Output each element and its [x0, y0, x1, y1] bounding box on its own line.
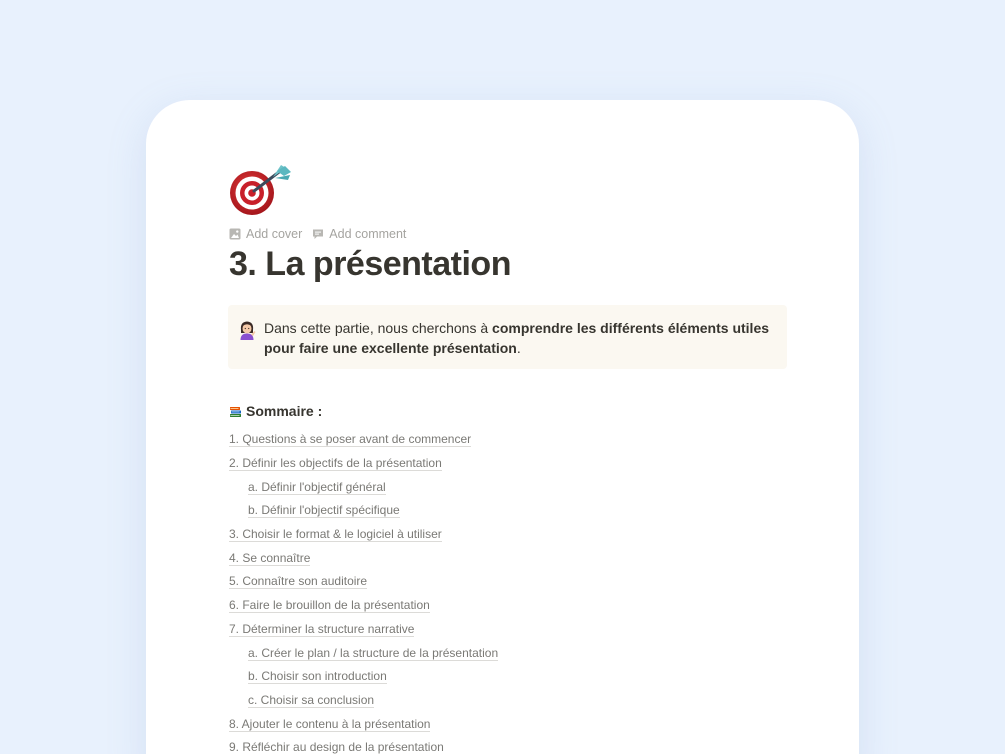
toc-link[interactable]: 4. Se connaître [229, 550, 311, 565]
toc-item [229, 618, 498, 642]
callout-text-bold: comprendre les différents éléments utiles pour faire une excellente présentation [264, 320, 770, 356]
toc-link[interactable]: a. Créer le plan / la structure de la présentation [248, 645, 499, 660]
toc-link[interactable]: a. Définir l'objectif général [248, 479, 386, 494]
books-icon [229, 405, 242, 418]
add-comment-label: Add comment [329, 227, 407, 241]
toc-link[interactable]: 9. Réfléchir au design de la présentation [229, 740, 444, 754]
toc-item [229, 428, 498, 452]
direct-hit-target-icon[interactable] [229, 162, 295, 220]
page-actions [229, 227, 406, 241]
table-of-contents [229, 428, 498, 754]
toc-subitem [229, 475, 498, 499]
toc-link[interactable]: c. Choisir sa conclusion [248, 692, 375, 707]
toc-heading-label: Sommaire : [246, 403, 323, 419]
image-icon [229, 228, 241, 240]
toc-link[interactable]: 2. Définir les objectifs de la présentation [229, 456, 442, 471]
page-card [146, 100, 859, 754]
toc-item [229, 712, 498, 736]
comment-icon [312, 228, 324, 240]
toc-heading [229, 403, 322, 419]
toc-item [229, 452, 498, 476]
toc-subitem [229, 499, 498, 523]
callout-text [262, 319, 775, 369]
page-title[interactable]: 3. La présentation [229, 245, 511, 283]
toc-item [229, 523, 498, 547]
toc-item [229, 570, 498, 594]
toc-item [229, 546, 498, 570]
callout-text-end: . [516, 339, 521, 356]
toc-item [229, 594, 498, 618]
woman-tipping-hand-icon [238, 320, 262, 340]
toc-link[interactable]: 5. Connaître son auditoire [229, 574, 368, 589]
toc-link[interactable]: 1. Questions à se poser avant de commencer [229, 432, 472, 447]
toc-link[interactable]: 6. Faire le brouillon de la présentation [229, 598, 430, 613]
toc-item [229, 736, 498, 754]
add-comment-button[interactable] [312, 227, 406, 241]
toc-link[interactable]: 7. Déterminer la structure narrative [229, 621, 415, 636]
toc-link[interactable]: 3. Choisir le format & le logiciel à utiliser [229, 527, 442, 542]
callout-block[interactable] [228, 305, 787, 369]
toc-link[interactable]: b. Définir l'objectif spécifique [248, 503, 400, 518]
toc-subitem [229, 641, 498, 665]
add-cover-label: Add cover [246, 227, 303, 241]
toc-subitem [229, 665, 498, 689]
add-cover-button[interactable] [229, 227, 302, 241]
toc-link[interactable]: b. Choisir son introduction [248, 669, 387, 684]
callout-text-intro: Dans cette partie, nous cherchons à [264, 320, 493, 336]
toc-subitem [229, 689, 498, 713]
toc-link[interactable]: 8. Ajouter le contenu à la présentation [229, 716, 431, 731]
